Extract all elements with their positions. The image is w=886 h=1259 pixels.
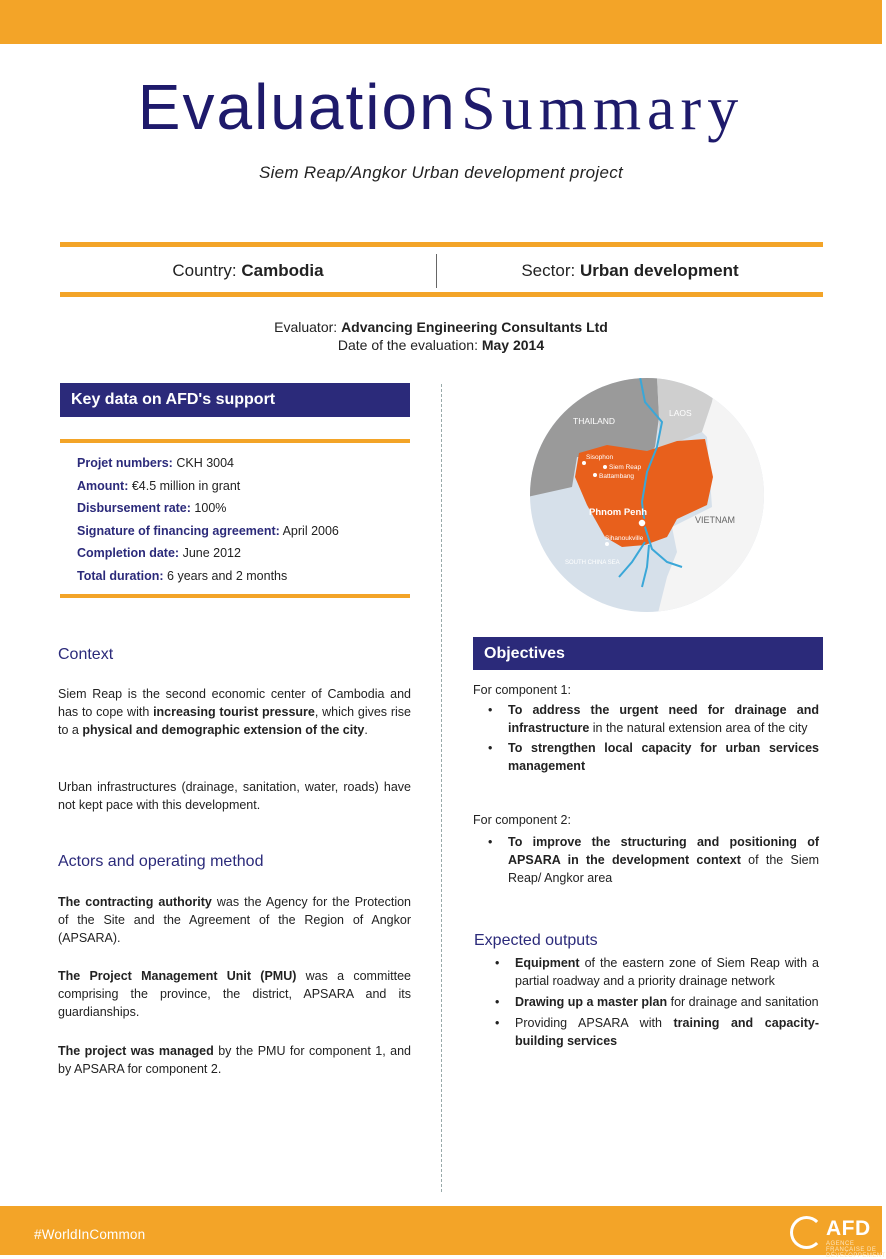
column-divider [441, 384, 442, 1192]
key-data-value: CKH 3004 [172, 456, 235, 470]
key-data-value: €4.5 million in grant [128, 478, 241, 493]
list-item [480, 1014, 819, 1050]
actors-heading: Actors and operating method [58, 853, 264, 870]
sector-label: Sector: [521, 261, 580, 280]
key-data-item [77, 455, 410, 478]
component-1-label: For component 1: [473, 683, 571, 697]
map-label-siem-reap: Siem Reap [609, 464, 642, 471]
key-data-label: Projet numbers: [77, 456, 173, 470]
map-label-sihanoukville: Sihanoukville [605, 535, 644, 542]
afd-logo-subtext: AGENCE FRANÇAISE DE DÉVELOPPEMENT [826, 1241, 886, 1259]
map-label-sisophon: Sisophon [586, 454, 614, 461]
key-data-label: Disbursement rate: [77, 501, 191, 515]
title-part-2: Summary [461, 75, 745, 143]
key-data-item [77, 523, 410, 546]
top-banner [0, 0, 882, 44]
bold-run: increasing tourist pressure [153, 705, 315, 719]
key-data-item [77, 478, 410, 501]
key-data-value: June 2012 [179, 546, 241, 560]
key-data-value: April 2006 [279, 523, 339, 538]
hashtag: #WorldInCommon [34, 1227, 146, 1242]
cambodia-map [527, 377, 767, 617]
afd-logo [790, 1214, 886, 1259]
component-2-list [473, 833, 819, 889]
text-run: Siem Reap is the second economic center of Cambodia and has to cope with [58, 687, 411, 719]
map-label-vietnam: VIETNAM [695, 515, 736, 525]
map-label-battambang: Battambang [599, 473, 635, 480]
date-value: May 2014 [481, 337, 545, 353]
list-item [480, 993, 819, 1011]
component-1-list [473, 701, 819, 777]
component-2-label: For component 2: [473, 813, 571, 827]
text-run: of the Siem Reap/ Angkor area [508, 853, 820, 885]
date-label: Date of the evaluation: [337, 337, 482, 353]
actors-paragraph-3 [58, 1042, 411, 1078]
bold-run: Drawing up a master plan [515, 995, 668, 1009]
text-run: was a committee comprising the province, the district, APSARA and its guardianships. [58, 969, 411, 1019]
sector-field [437, 261, 823, 281]
text-run: was the Agency for the Protection of the Site and the Agreement of the Region of Angkor (APSARA). [58, 895, 411, 945]
text-run: in the natural extension area of the city [589, 721, 808, 735]
bold-run: Equipment [515, 956, 580, 970]
map-label-laos: LAOS [669, 408, 692, 418]
country-value: Cambodia [241, 261, 324, 280]
bold-run: To address the urgent need for drainage and infrastructure [508, 703, 819, 735]
map-city-dot [593, 473, 597, 477]
context-paragraph-1 [58, 685, 411, 739]
key-data-rule-bottom [60, 594, 410, 598]
bold-run: physical and demographic extension of the city [82, 723, 365, 737]
context-paragraph-2: Urban infrastructures (drainage, sanitation, water, roads) have not kept pace with this development. [58, 780, 411, 812]
text-run: , which gives rise to a [58, 705, 411, 737]
title-part-1: Evaluation [137, 71, 457, 143]
actors-paragraph-2 [58, 967, 411, 1021]
text-run: by the PMU for component 1, and by APSARA for component 2. [58, 1044, 411, 1076]
bold-run: The project was managed [58, 1044, 214, 1058]
sector-value: Urban development [579, 261, 739, 280]
map-label-thailand: THAILAND [573, 416, 616, 426]
meta-rule-top [60, 242, 823, 247]
key-data-list [77, 455, 410, 590]
country-field [60, 261, 436, 281]
list-item [473, 833, 819, 887]
text-run: . [364, 723, 368, 737]
list-item [480, 954, 819, 990]
key-data-label: Signature of financing agreement: [77, 523, 280, 538]
key-data-value: 6 years and 2 months [163, 568, 288, 583]
key-data-label: Amount: [77, 478, 129, 493]
page-title [0, 70, 882, 145]
map-city-dot [605, 542, 609, 546]
bold-run: To strengthen local capacity for urban services management [508, 741, 819, 773]
project-subtitle: Siem Reap/Angkor Urban development project [258, 163, 624, 182]
evaluator-value: Advancing Engineering Consultants Ltd [341, 319, 608, 335]
map-city-dot [582, 461, 586, 465]
bold-run: The Project Management Unit (PMU) [58, 969, 297, 983]
map-city-dot [603, 465, 607, 469]
key-data-item [77, 568, 410, 591]
list-item [473, 701, 819, 737]
context-heading: Context [58, 646, 114, 663]
evaluator-block [0, 318, 882, 354]
key-data-rule-top [60, 439, 410, 443]
meta-rule-bottom [60, 292, 823, 297]
map-capital-dot [638, 519, 646, 527]
text-run: Providing APSARA with [515, 1016, 674, 1030]
actors-paragraph-1 [58, 893, 411, 947]
text-run: of the eastern zone of Siem Reap with a partial roadway and a priority drainage network [515, 956, 819, 988]
key-data-label: Completion date: [77, 546, 180, 560]
map-label-sea: SOUTH CHINA SEA [565, 560, 620, 566]
key-data-value: 100% [190, 501, 227, 515]
key-data-label: Total duration: [77, 568, 164, 583]
text-run: for drainage and sanitation [667, 995, 819, 1009]
evaluator-label: Evaluator: [274, 319, 342, 335]
list-item [473, 739, 819, 775]
key-data-item [77, 500, 410, 523]
afd-logo-text: AFD [826, 1217, 871, 1240]
expected-outputs-heading: Expected outputs [474, 932, 598, 949]
key-data-item [77, 545, 410, 568]
map-label-phnom-penh: Phnom Penh [589, 507, 648, 518]
bold-run: The contracting authority [58, 895, 212, 909]
country-label: Country: [172, 261, 242, 280]
bold-run: training and capacity-building services [515, 1016, 819, 1048]
key-data-title: Key data on AFD's support [60, 383, 410, 417]
objectives-title: Objectives [473, 637, 823, 670]
expected-outputs-list [480, 954, 819, 1053]
afd-ring-icon [790, 1216, 823, 1249]
bold-run: To improve the structuring and positioning of APSARA in the development context [508, 835, 819, 867]
